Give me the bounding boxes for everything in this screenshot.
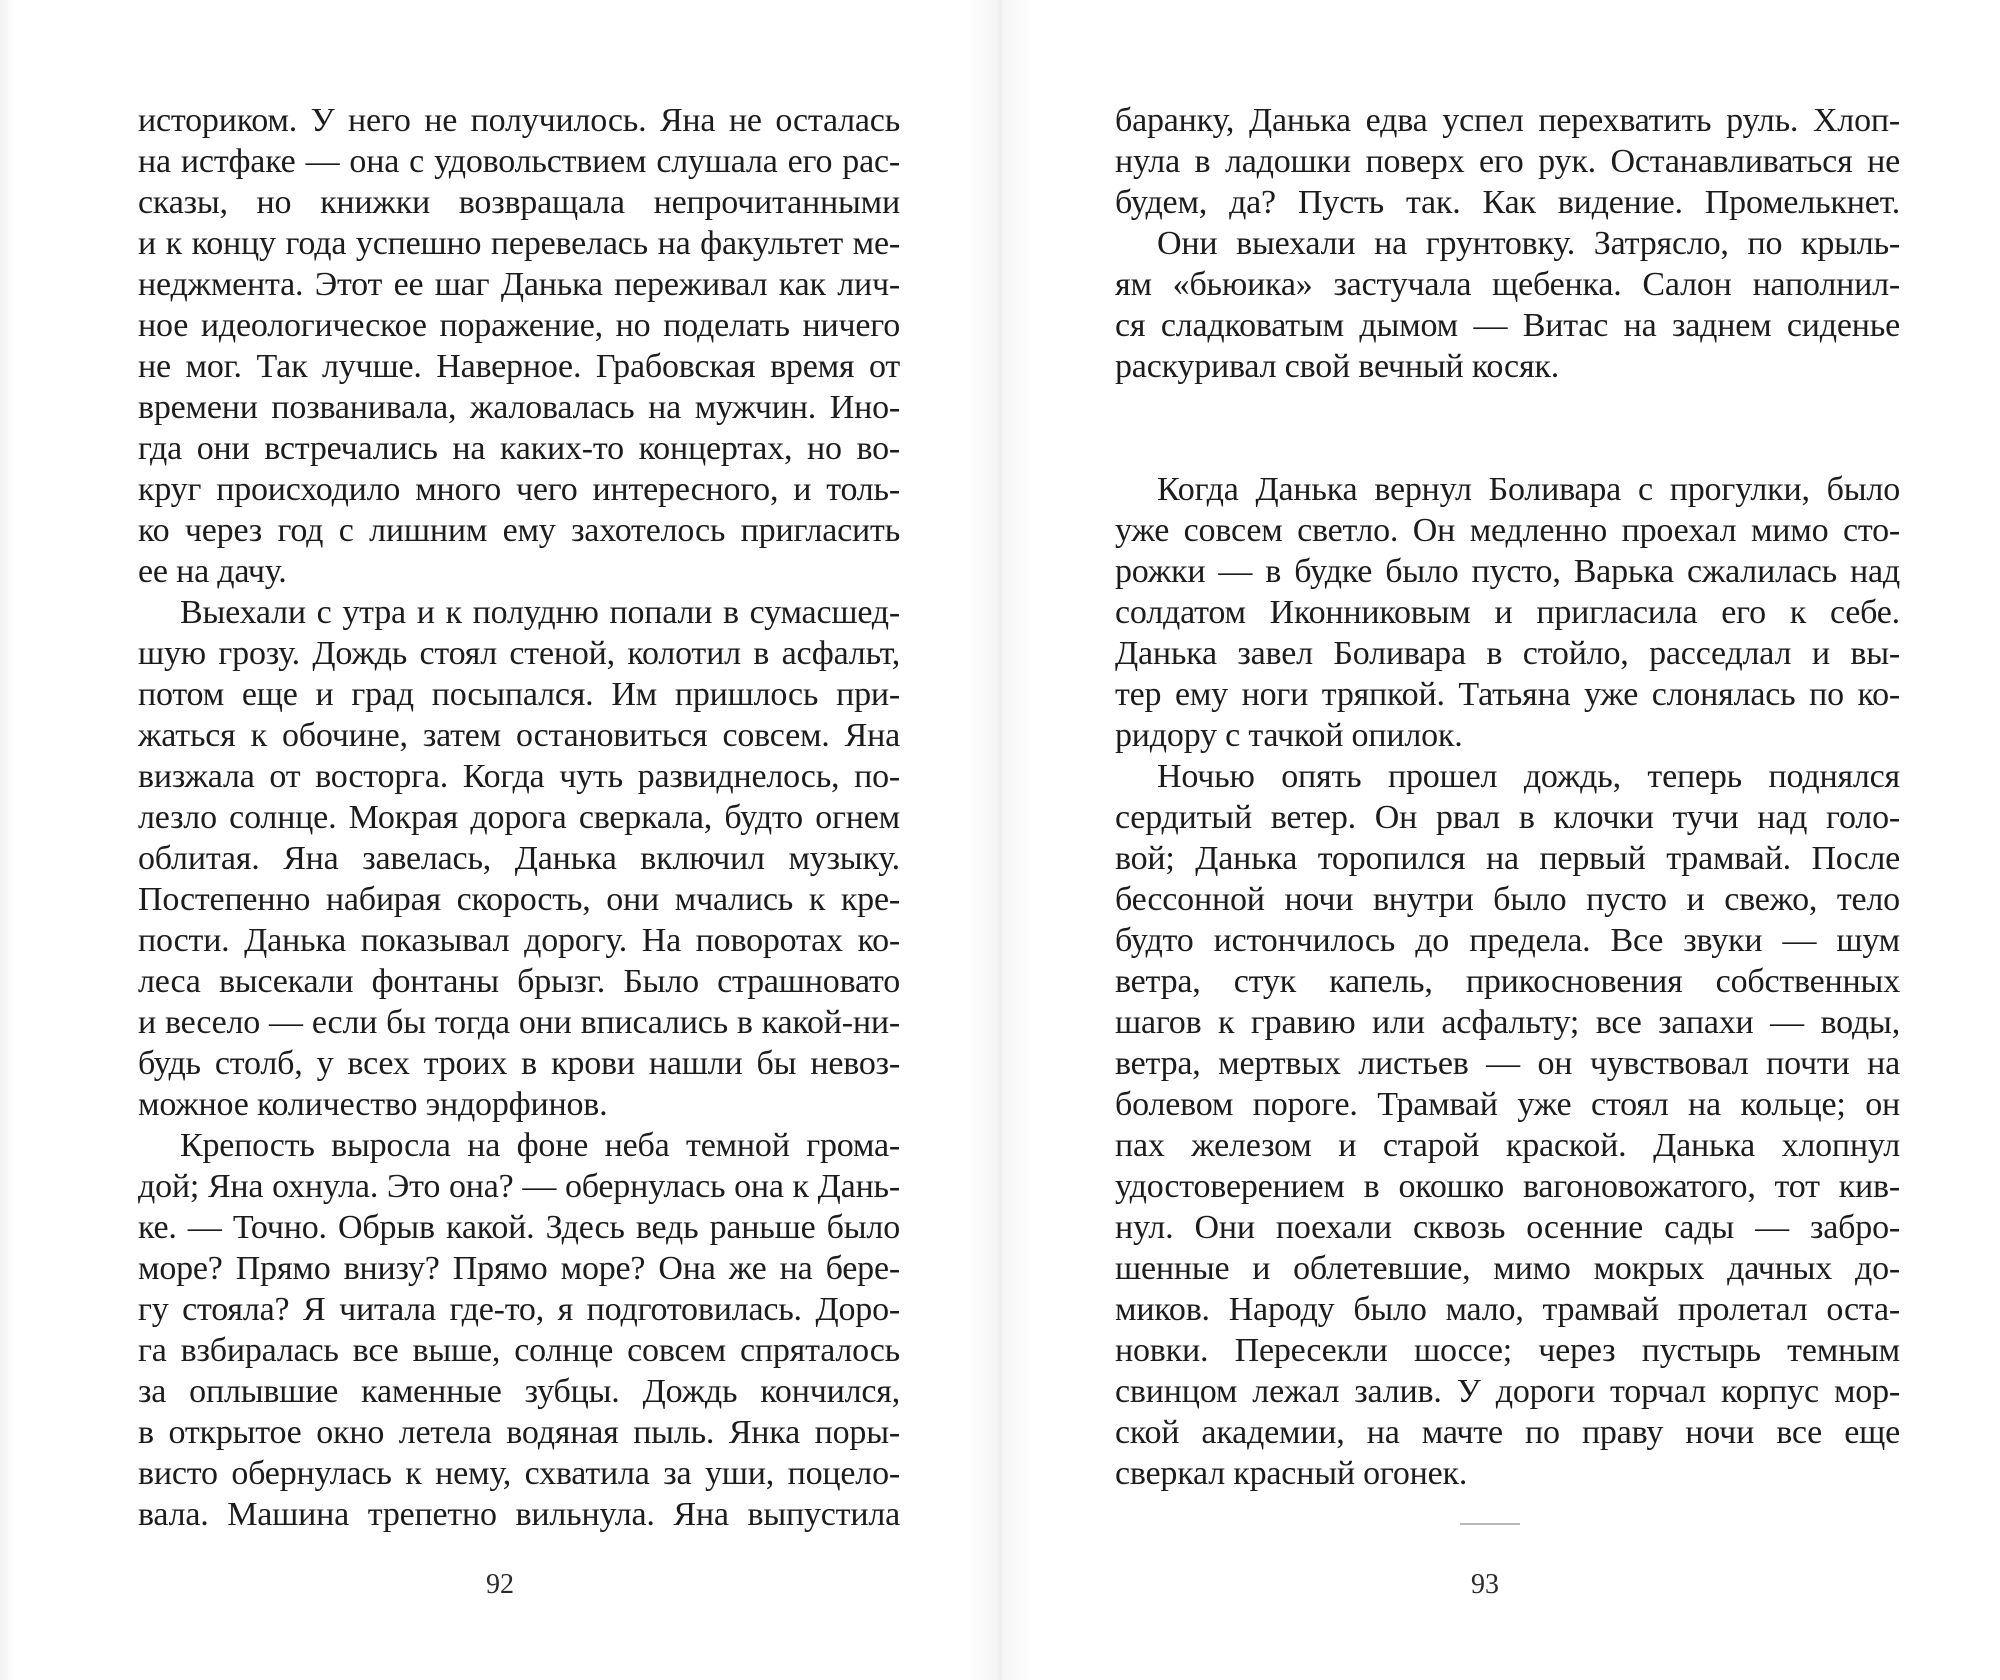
text-line: за оплывшие каменные зубцы. Дождь кончился, xyxy=(138,1373,900,1410)
text-line: баранку, Данька едва успел перехватить руль. Хлоп- xyxy=(1115,102,1900,139)
text-line: круг происходило много чего интересного, и толь- xyxy=(138,471,900,508)
text-line: ветра, мертвых листьев — он чувствовал почти на xyxy=(1115,1045,1900,1082)
text-line: уже совсем светло. Он медленно проехал мимо сто- xyxy=(1115,512,1900,549)
text-line: тер ему ноги тряпкой. Татьяна уже слонялась по ко- xyxy=(1115,676,1900,713)
text-line: будто истончилось до предела. Все звуки — шум xyxy=(1115,922,1900,959)
text-line: ям «бьюика» застучала щебенка. Салон наполнил- xyxy=(1115,266,1900,303)
text-line: времени позванивала, жаловалась на мужчин. Ино- xyxy=(138,389,900,426)
text-line: Постепенно набирая скорость, они мчались к кре- xyxy=(138,881,900,918)
text-line: новки. Пересекли шоссе; через пустырь темным xyxy=(1115,1332,1900,1369)
text-line: бессонной ночи внутри было пусто и свежо, тело xyxy=(1115,881,1900,918)
text-line: Они выехали на грунтовку. Затрясло, по крыль- xyxy=(1157,225,1900,262)
text-line: леса высекали фонтаны брызг. Было страшновато xyxy=(138,963,900,1000)
text-line: Выехали с утра и к полудню попали в сумасшед- xyxy=(180,594,900,631)
text-line: свинцом лежал залив. У дороги торчал корпус мор- xyxy=(1115,1373,1900,1410)
text-line: ся сладковатым дымом — Витас на заднем сиденье xyxy=(1115,307,1900,344)
text-line: Данька завел Боливара в стойло, расседлал и вы- xyxy=(1115,635,1900,672)
text-line: неджмента. Этот ее шаг Данька переживал как лич- xyxy=(138,266,900,303)
text-line: гда они встречались на каких-то концертах, но во- xyxy=(138,430,900,467)
text-line: и к концу года успешно перевелась на факультет ме- xyxy=(138,225,900,262)
text-line: ее на дачу. xyxy=(138,553,287,590)
text-line: и весело — если бы тогда они вписались в какой-ни- xyxy=(138,1004,900,1041)
text-line: Когда Данька вернул Боливара с прогулки, было xyxy=(1157,471,1900,508)
text-line: солдатом Иконниковым и пригласила его к себе. xyxy=(1115,594,1900,631)
left-page-text xyxy=(138,100,900,1535)
text-line: на истфаке — она с удовольствием слушала его рас- xyxy=(138,143,900,180)
text-line: ской академии, на мачте по праву ночи все еще xyxy=(1115,1414,1900,1451)
text-line: не мог. Так лучше. Наверное. Грабовская время от xyxy=(138,348,900,385)
text-line: нула в ладошки поверх его рук. Останавливаться не xyxy=(1115,143,1900,180)
text-line: вой; Данька торопился на первый трамвай. После xyxy=(1115,840,1900,877)
text-line: в открытое окно летела водяная пыль. Янка поры- xyxy=(138,1414,900,1451)
text-line: удостоверением в окошко вагоновожатого, тот кив- xyxy=(1115,1168,1900,1205)
text-line: шагов к гравию или асфальту; все запахи — воды, xyxy=(1115,1004,1900,1041)
text-line: лезло солнце. Мокрая дорога сверкала, будто огнем xyxy=(138,799,900,836)
text-line: визжала от восторга. Когда чуть развиднелось, по- xyxy=(138,758,900,795)
page-number-right: 93 xyxy=(1471,1569,1499,1600)
text-line: жаться к обочине, затем остановиться совсем. Яна xyxy=(138,717,900,754)
text-line: будем, да? Пусть так. Как видение. Промелькнет. xyxy=(1115,184,1900,221)
text-line: сердитый ветер. Он рвал в клочки тучи над голо- xyxy=(1115,799,1900,836)
text-line: гу стояла? Я читала где-то, я подготовилась. Доро- xyxy=(138,1291,900,1328)
text-line: сказы, но книжки возвращала непрочитанными xyxy=(138,184,900,221)
text-line: ридору с тачкой опилок. xyxy=(1115,717,1463,754)
text-line: пах железом и старой краской. Данька хлопнул xyxy=(1115,1127,1900,1164)
text-line: можное количество эндорфинов. xyxy=(138,1086,608,1123)
text-line: ке. — Точно. Обрыв какой. Здесь ведь раньше было xyxy=(138,1209,900,1246)
text-line: море? Прямо внизу? Прямо море? Она же на бере- xyxy=(138,1250,900,1287)
text-line: шенные и облетевшие, мимо мокрых дачных до- xyxy=(1115,1250,1900,1287)
text-line: ное идеологическое поражение, но поделать ничего xyxy=(138,307,900,344)
text-line: нул. Они поехали сквозь осенние сады — забро- xyxy=(1115,1209,1900,1246)
right-page-text xyxy=(1115,100,1900,1494)
text-line: пости. Данька показывал дорогу. На поворотах ко- xyxy=(138,922,900,959)
text-line: будь столб, у всех троих в крови нашли бы невоз- xyxy=(138,1045,900,1082)
text-line: дой; Яна охнула. Это она? — обернулась она к Дань- xyxy=(138,1168,900,1205)
text-line: вала. Машина трепетно вильнула. Яна выпустила xyxy=(138,1496,900,1533)
text-line: ветра, стук капель, прикосновения собственных xyxy=(1115,963,1900,1000)
text-line: рожки — в будке было пусто, Варька сжалилась над xyxy=(1115,553,1900,590)
text-line: раскуривал свой вечный косяк. xyxy=(1115,348,1560,385)
text-line: ко через год с лишним ему захотелось пригласить xyxy=(138,512,900,549)
book-gutter xyxy=(965,0,1035,1680)
text-line: миков. Народу было мало, трамвай пролетал оста- xyxy=(1115,1291,1900,1328)
text-line: историком. У него не получилось. Яна не осталась xyxy=(138,102,900,139)
page-edge-shadow xyxy=(0,0,14,1680)
text-line: потом еще и град посыпался. Им пришлось при- xyxy=(138,676,900,713)
text-line: сверкал красный огонек. xyxy=(1115,1455,1468,1492)
text-line: Крепость выросла на фоне неба темной грома- xyxy=(180,1127,900,1164)
text-line: болевом пороге. Трамвай уже стоял на кольце; он xyxy=(1115,1086,1900,1123)
text-line: Ночью опять прошел дождь, теперь поднялся xyxy=(1157,758,1900,795)
text-line: облитая. Яна завелась, Данька включил музыку. xyxy=(138,840,900,877)
text-line: га взбиралась все выше, солнце совсем спряталось xyxy=(138,1332,900,1369)
text-line: висто обернулась к нему, схватила за уши, поцело- xyxy=(138,1455,900,1492)
text-line: шую грозу. Дождь стоял стеной, колотил в асфальт, xyxy=(138,635,900,672)
section-end-rule xyxy=(1460,1523,1520,1525)
page-number-left: 92 xyxy=(486,1569,514,1600)
